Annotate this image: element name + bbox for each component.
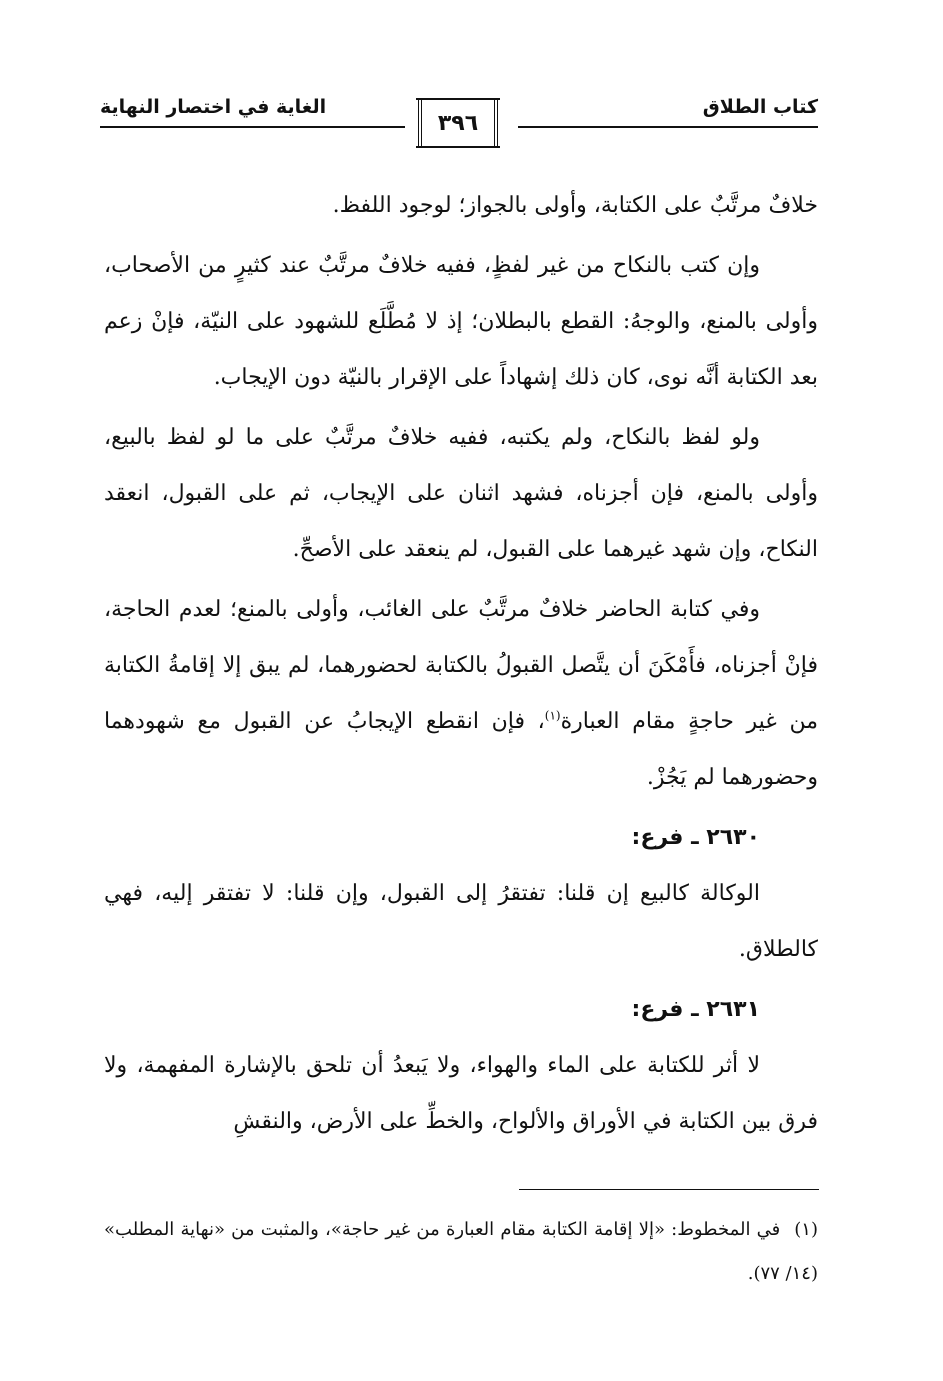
header-book-name: كتاب الطلاق [702, 96, 818, 118]
paragraph-1: خلافٌ مرتَّبٌ على الكتابة، وأولى بالجواز؛ لوجود اللفظ. [332, 193, 818, 218]
page-number-box [418, 100, 498, 146]
page-number: ٣٩٦ [437, 110, 479, 136]
footnote-text: في المخطوط: «إلا إقامة الكتابة مقام العبارة من غير حاجة»، والمثبت من «نهاية المطلب» (١٤/ ٧٧). [104, 1219, 818, 1284]
header-rule-right [518, 126, 818, 128]
section-heading-2631: ٢٦٣١ ـ فرع: [631, 997, 760, 1022]
footnote-marker[interactable]: (١) [544, 708, 561, 723]
paragraph-4 [104, 582, 818, 806]
paragraph-5: الوكالة كالبيع إن قلنا: تفتقرُ إلى القبول، وإن قلنا: لا تفتقر إليه، فهي كالطلاق. [104, 881, 818, 962]
section-heading-2630: ٢٦٣٠ ـ فرع: [631, 825, 760, 850]
footnote-number: (١) [794, 1219, 818, 1240]
paragraph-4-part-2: ، فإن انقطع الإيجابُ عن القبول مع شهودهما وحضورهما لم يَجُزْ. [104, 709, 818, 790]
footnote [104, 1208, 818, 1296]
footnote-separator [519, 1189, 819, 1190]
main-text [104, 178, 818, 1154]
header-rule-left [100, 126, 405, 128]
running-header [100, 92, 818, 162]
paragraph-3: ولو لفظ بالنكاح، ولم يكتبه، ففيه خلافٌ مرتَّبٌ على ما لو لفظ بالبيع، وأولى بالمنع، فإن أجزناه، فشهد اثنان على الإيجاب، ثم على القبول، انعقد النكاح، وإن شهد غيرهما على القبول، لم ينعقد على الأصحِّ. [104, 425, 818, 562]
paragraph-4-part-1: وفي كتابة الحاضر خلافٌ مرتَّبٌ على الغائب، وأولى بالمنع؛ لعدم الحاجة، فإنْ أجزناه، فأَمْكَنَ أن يتَّصل القبولُ بالكتابة لحضورهما، لم يبق إلا إقامةُ الكتابة من غير حاجةٍ مقام العبارة [104, 597, 818, 734]
paragraph-2: وإن كتب بالنكاح من غير لفظٍ، ففيه خلافٌ مرتَّبٌ عند كثيرٍ من الأصحاب، وأولى بالمنع، والوجهُ: القطع بالبطلان؛ إذ لا مُطَّلَع للشهود على النيّة، فإنْ زعم بعد الكتابة أنَّه نوى، كان ذلك إشهاداً على الإقرار بالنيّة دون الإيجاب. [104, 253, 818, 390]
header-work-title: الغاية في اختصار النهاية [100, 96, 327, 118]
paragraph-6: لا أثر للكتابة على الماء والهواء، ولا يَبعدُ أن تلحق بالإشارة المفهمة، ولا فرق بين الكتابة في الأوراق والألواح، والخطِّ على الأرض، والنقشِ [104, 1053, 818, 1134]
